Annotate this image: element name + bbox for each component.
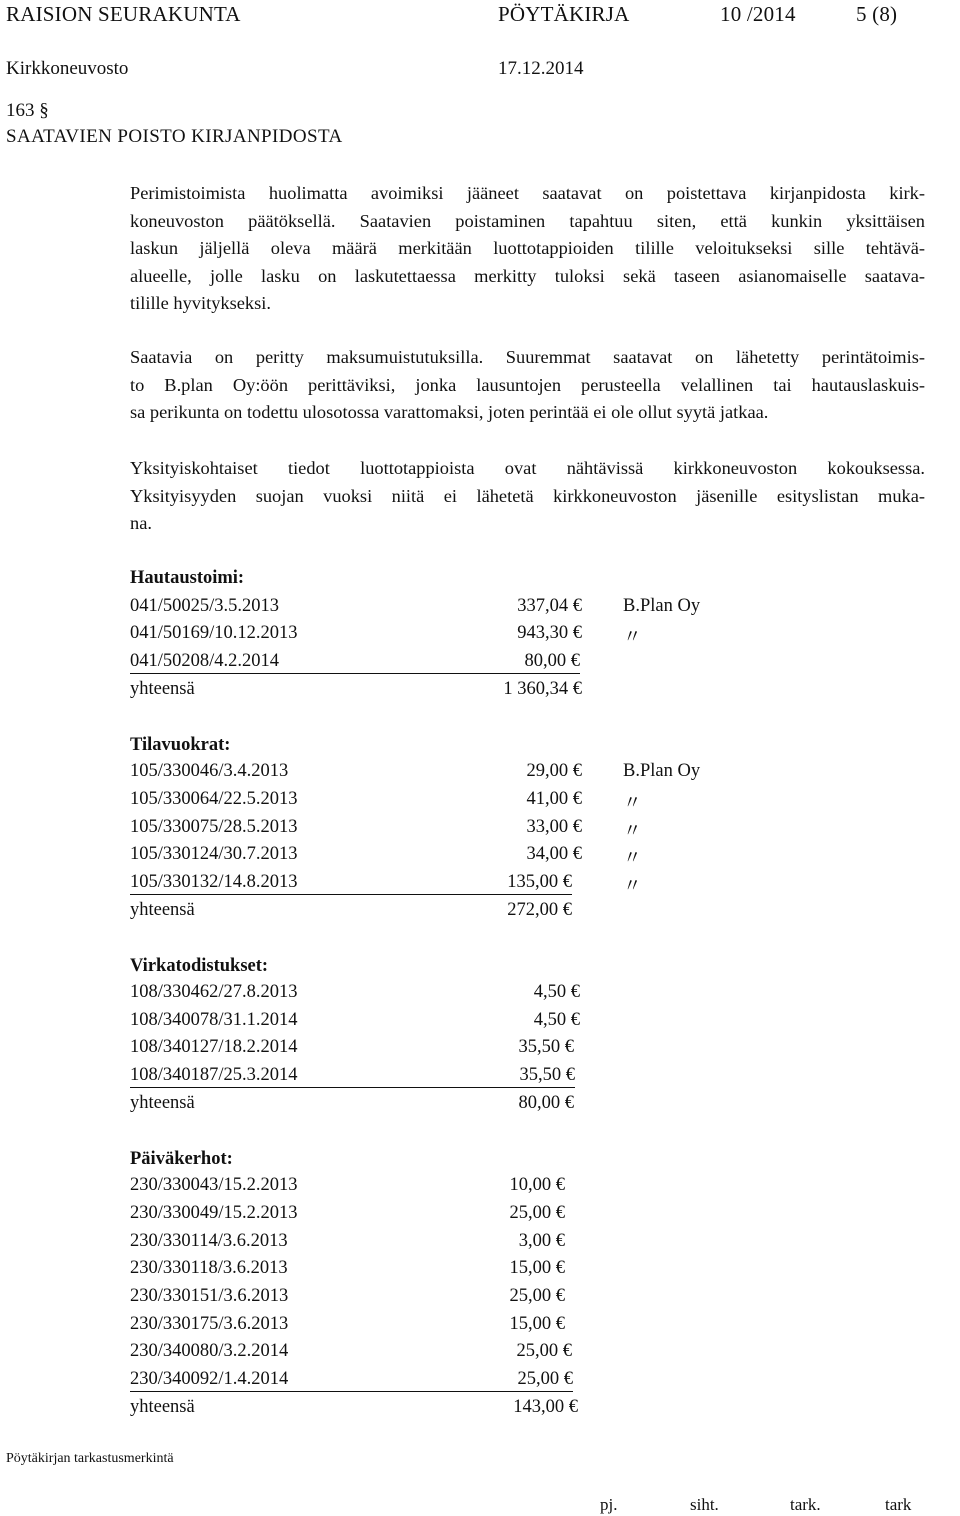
table-row <box>130 844 730 871</box>
invoice-ref: 041/50208/4.2.2014 <box>130 651 280 671</box>
organization-name: RAISION SEURAKUNTA <box>6 2 241 26</box>
invoice-ref: 105/330132/14.8.2013 <box>130 872 298 892</box>
group-title-virkatodistukset: Virkatodistukset: <box>130 956 269 976</box>
ditto-mark: 〃 <box>623 794 642 814</box>
paragraph-line: Saatavia on peritty maksumuistutuksilla. Suuremmat saatavat on lähetetty perintätoimis- <box>130 347 925 367</box>
invoice-ref: 230/330118/3.6.2013 <box>130 1258 288 1278</box>
invoice-amount: 3,00 € <box>518 1231 565 1251</box>
invoice-ref: 230/330114/3.6.2013 <box>130 1231 288 1251</box>
invoice-ref: 108/340187/25.3.2014 <box>130 1065 298 1085</box>
invoice-ref: 105/330064/22.5.2013 <box>130 789 298 809</box>
meeting-date: 17.12.2014 <box>498 58 584 79</box>
table-row <box>130 761 730 788</box>
table-row <box>130 1341 730 1368</box>
paragraph-line: Yksityiskohtaiset tiedot luottotappioista ovat nähtävissä kirkkoneuvoston kokouksessa. <box>130 458 925 478</box>
invoice-amount: 25,00 € <box>517 1369 573 1389</box>
group-title-tilavuokrat: Tilavuokrat: <box>130 735 231 755</box>
group-title-hautaustoimi: Hautaustoimi: <box>130 568 245 588</box>
ditto-mark: 〃 <box>623 877 642 897</box>
total-amount: 143,00 € <box>513 1397 578 1417</box>
table-row <box>130 817 730 844</box>
table-row <box>130 1314 730 1341</box>
invoice-ref: 230/330151/3.6.2013 <box>130 1286 289 1306</box>
invoice-ref: 230/330175/3.6.2013 <box>130 1314 289 1334</box>
table-row <box>130 789 730 816</box>
paragraph-line: tilille hyvitykseksi. <box>130 293 271 314</box>
signature-reviewer-1: tark. <box>790 1495 821 1514</box>
paragraph-line: alueelle, jolle lasku on laskutettaessa merkitty tuloksi sekä taseen asianomaiselle saatava- <box>130 265 925 286</box>
table-row <box>130 1065 575 1088</box>
total-row <box>130 1093 730 1120</box>
ditto-mark: 〃 <box>623 822 642 842</box>
collector-note: B.Plan Oy <box>623 596 701 616</box>
ditto-mark: 〃 <box>623 849 642 869</box>
document-type: PÖYTÄKIRJA <box>498 2 630 26</box>
invoice-amount: 943,30 € <box>517 623 582 643</box>
invoice-amount: 25,00 € <box>509 1203 565 1223</box>
table-row <box>130 623 730 650</box>
table-row <box>130 1175 730 1202</box>
invoice-amount: 25,00 € <box>516 1341 572 1361</box>
paragraph-1 <box>130 180 925 318</box>
invoice-ref: 108/340078/31.1.2014 <box>130 1010 298 1030</box>
total-row <box>130 1397 730 1424</box>
invoice-amount: 337,04 € <box>517 596 582 616</box>
table-row <box>130 1258 730 1285</box>
invoice-amount: 15,00 € <box>509 1258 565 1278</box>
paragraph-3 <box>130 455 925 538</box>
invoice-ref: 105/330124/30.7.2013 <box>130 844 298 864</box>
review-mark-label: Pöytäkirjan tarkastusmerkintä <box>6 1451 174 1466</box>
paragraph-line: Perimistoimista huolimatta avoimiksi jääneet saatavat on poistettava kirjanpidosta kirk- <box>130 183 925 203</box>
ditto-mark: 〃 <box>623 628 642 648</box>
table-row <box>130 596 730 623</box>
invoice-amount: 15,00 € <box>509 1314 565 1334</box>
invoice-amount: 4,50 € <box>533 982 580 1002</box>
invoice-ref: 105/330075/28.5.2013 <box>130 817 298 837</box>
total-label: yhteensä <box>130 1093 195 1113</box>
total-label: yhteensä <box>130 1397 195 1417</box>
total-amount: 272,00 € <box>507 900 572 920</box>
invoice-ref: 108/330462/27.8.2013 <box>130 982 298 1002</box>
table-row <box>130 1231 730 1258</box>
invoice-amount: 35,50 € <box>518 1037 574 1057</box>
meeting-body: Kirkkoneuvosto <box>6 58 129 79</box>
total-row <box>130 679 730 706</box>
invoice-amount: 25,00 € <box>509 1286 565 1306</box>
table-row <box>130 1286 730 1313</box>
table-row <box>130 1010 730 1037</box>
table-row <box>130 651 580 674</box>
invoice-ref: 230/340080/3.2.2014 <box>130 1341 289 1361</box>
paragraph-line: Yksityisyyden suojan vuoksi niitä ei lähetetä kirkkoneuvoston jäsenille esityslistan muka- <box>130 485 925 506</box>
table-row <box>130 982 730 1009</box>
table-row <box>130 1203 730 1230</box>
invoice-ref: 108/340127/18.2.2014 <box>130 1037 298 1057</box>
invoice-amount: 41,00 € <box>526 789 582 809</box>
invoice-ref: 230/330049/15.2.2013 <box>130 1203 298 1223</box>
invoice-amount: 34,00 € <box>526 844 582 864</box>
invoice-ref: 230/340092/1.4.2014 <box>130 1369 289 1389</box>
invoice-ref: 041/50025/3.5.2013 <box>130 596 280 616</box>
invoice-ref: 041/50169/10.12.2013 <box>130 623 298 643</box>
total-row <box>130 900 730 927</box>
paragraph-line: koneuvoston päätöksellä. Saatavien poistaminen tapahtuu siten, että kunkin yksittäisen <box>130 210 925 231</box>
signature-secretary: siht. <box>690 1495 719 1514</box>
invoice-amount: 135,00 € <box>507 872 572 892</box>
group-title-paivakerhot: Päiväkerhot: <box>130 1149 233 1169</box>
paragraph-line: sa perikunta on todettu ulosotossa varattomaksi, joten perintää ei ole ollut syytä jatkaa. <box>130 402 769 423</box>
total-amount: 1 360,34 € <box>503 679 582 699</box>
invoice-ref: 230/330043/15.2.2013 <box>130 1175 298 1195</box>
invoice-ref: 105/330046/3.4.2013 <box>130 761 289 781</box>
section-number: 163 § <box>6 100 49 121</box>
invoice-amount: 4,50 € <box>533 1010 580 1030</box>
invoice-amount: 33,00 € <box>526 817 582 837</box>
signature-reviewer-2: tark <box>885 1495 912 1514</box>
table-row <box>130 1037 730 1064</box>
paragraph-line: to B.plan Oy:öön perittäviksi, jonka lausuntojen perusteella velallinen tai hautauslaskuis- <box>130 374 925 395</box>
total-label: yhteensä <box>130 679 195 699</box>
document-number: 10 /2014 <box>720 2 796 26</box>
invoice-amount: 10,00 € <box>509 1175 565 1195</box>
paragraph-line: laskun jäljellä oleva määrä merkitään luottotappioiden tilille veloitukseksi sille tehtävä- <box>130 238 925 259</box>
table-row <box>130 1369 573 1392</box>
collector-note: B.Plan Oy <box>623 761 701 781</box>
paragraph-2 <box>130 344 925 427</box>
invoice-amount: 80,00 € <box>524 651 580 671</box>
invoice-amount: 35,50 € <box>519 1065 575 1085</box>
paragraph-line: na. <box>130 513 152 534</box>
table-row <box>130 872 642 897</box>
page-number: 5 (8) <box>856 2 898 26</box>
total-amount: 80,00 € <box>518 1093 574 1113</box>
total-label: yhteensä <box>130 900 195 920</box>
signature-chair: pj. <box>600 1495 618 1514</box>
invoice-amount: 29,00 € <box>526 761 582 781</box>
section-title: SAATAVIEN POISTO KIRJANPIDOSTA <box>6 126 343 147</box>
